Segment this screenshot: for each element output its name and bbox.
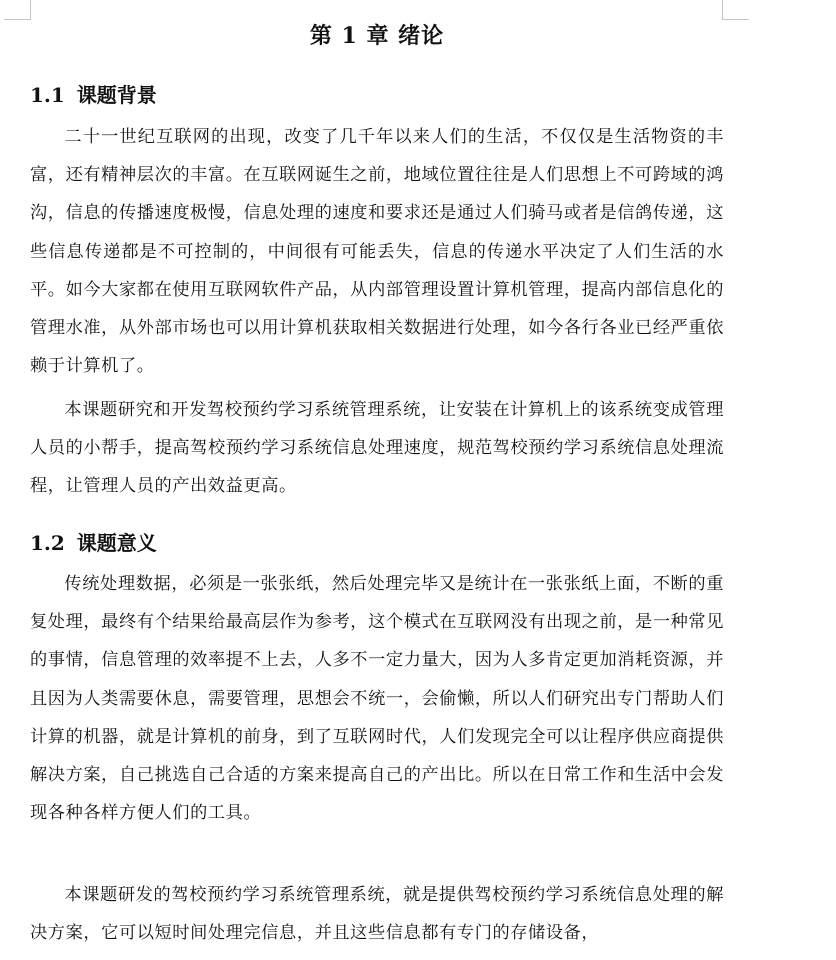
- chapter-title: 第 1 章 绪论: [309, 23, 445, 49]
- section-title: 课题意义: [76, 531, 157, 555]
- section-heading-significance: [30, 528, 157, 558]
- page-corner-mark-left: [4, 0, 31, 20]
- section-number: 1.1: [30, 83, 65, 107]
- body-paragraph: 传统处理数据，必须是一张张纸，然后处理完毕又是统计在一张张纸上面，不断的重复处理，最终有个结果给最高层作为参考，这个模式在互联网没有出现之前，是一种常见的事情，信息管理的效率提不上去，人多不一定力量大，因为人多肯定更加消耗资源，并且因为人类需要休息，需要管理，思想会不统一，会偷懒，所以人们研究出专门帮助人们计算的机器，就是计算机的前身，到了互联网时代，人们发现完全可以让程序供应商提供解决方案，自己挑选自己合适的方案来提高自己的产出比。所以在日常工作和生活中会发现各种各样方便人们的工具。: [30, 574, 724, 824]
- section-heading-background: [30, 80, 157, 110]
- section-title: 课题背景: [76, 83, 157, 107]
- page-corner-mark-right: [722, 0, 749, 20]
- body-paragraph: 本课题研发的驾校预约学习系统管理系统，就是提供驾校预约学习系统信息处理的解决方案，它可以短时间处理完信息，并且这些信息都有专门的存储设备，: [30, 885, 724, 944]
- body-paragraph: 本课题研究和开发驾校预约学习系统管理系统，让安装在计算机上的该系统变成管理人员的小帮手，提高驾校预约学习系统信息处理速度，规范驾校预约学习系统信息处理流程，让管理人员的产出效益更高。: [30, 400, 724, 497]
- body-paragraph: 二十一世纪互联网的出现，改变了几千年以来人们的生活，不仅仅是生活物资的丰富，还有精神层次的丰富。在互联网诞生之前，地域位置往往是人们思想上不可跨域的鸿沟，信息的传播速度极慢，信息处理的速度和要求还是通过人们骑马或者是信鸽传递，这些信息传递都是不可控制的，中间很有可能丢失，信息的传递水平决定了人们生活的水平。如今大家都在使用互联网软件产品，从内部管理设置计算机管理，提高内部信息化的管理水准，从外部市场也可以用计算机获取相关数据进行处理，如今各行各业已经严重依赖于计算机了。: [30, 127, 724, 377]
- section-number: 1.2: [30, 531, 65, 555]
